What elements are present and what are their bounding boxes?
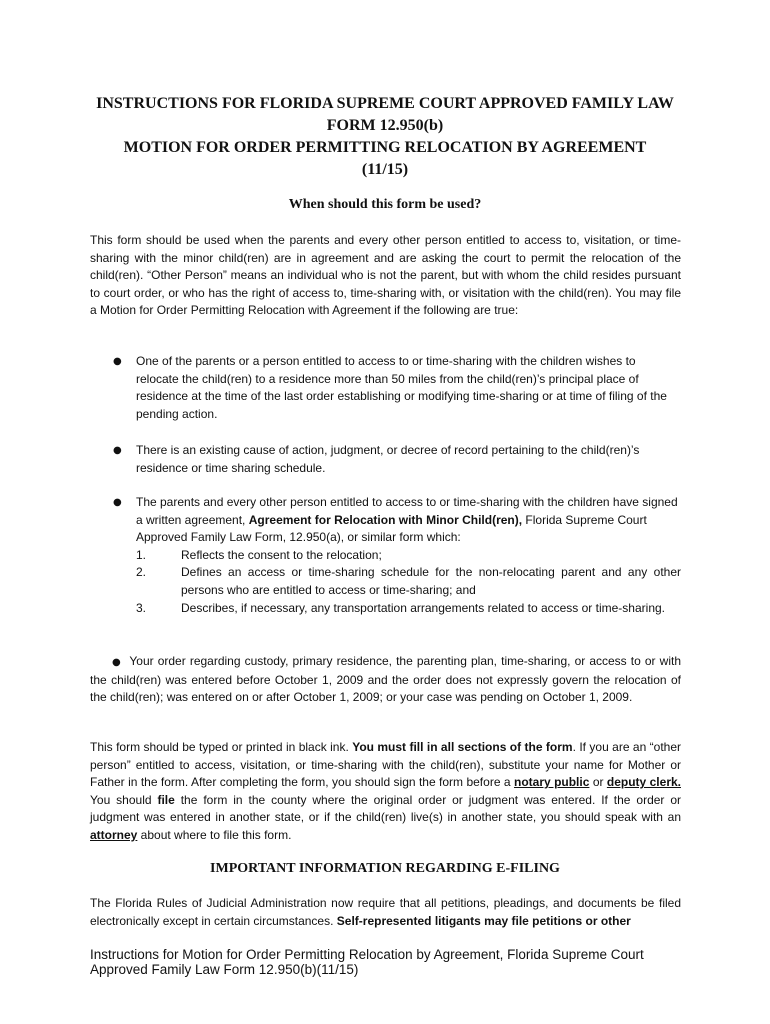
title-line-4: (11/15) bbox=[361, 161, 409, 178]
bullet-item-2: There is an existing cause of action, judgment, or decree of record pertaining to the child(ren)’s residence or time sharing schedule. bbox=[136, 443, 640, 475]
title-line-3: MOTION FOR ORDER PERMITTING RELOCATION BY AGREEMENT bbox=[123, 139, 647, 156]
bullet-marker: ● bbox=[113, 497, 122, 508]
title-line-1: INSTRUCTIONS FOR FLORIDA SUPREME COURT APPROVED FAMILY LAW bbox=[96, 95, 674, 112]
list-number: 3. bbox=[136, 601, 147, 615]
bullet-4-text: Your order regarding custody, primary residence, the parenting plan, time-sharing, or access to or with the child(ren) was entered before October 1, 2009 and the order does not expressly govern the relocation of the child(ren); was entered on or after October 1, 2009; or your case was pending on October 1, 2009. bbox=[90, 654, 681, 705]
efiling-heading: IMPORTANT INFORMATION REGARDING E-FILING bbox=[210, 861, 560, 876]
intro-paragraph: This form should be used when the parents and every other person entitled to access to, visitation, or time-sharing with the minor child(ren) are in agreement and are asking the court to permit the relocation of the child(ren). “Other Person” means an individual who is not the parent, but with whom the child resides pursuant to court order, or who has the right of access to, time-sharing with, or visitation with the child(ren). You may file a Motion for Order Permitting Relocation with Agreement if the following are true: bbox=[90, 233, 681, 318]
list-number: 2. bbox=[136, 565, 147, 579]
instructions-paragraph bbox=[90, 739, 681, 845]
instr-text: the form in the county where the original order or judgment was entered. If the order or judgment was entered in another state, or if the child(ren) live(s) in another state, you should speak with an bbox=[90, 792, 681, 825]
deputy-clerk-link[interactable]: deputy clerk. bbox=[606, 775, 681, 790]
bullet-marker: ● bbox=[113, 356, 122, 367]
list-item: Defines an access or time-sharing schedule for the non-relocating parent and any other persons who are entitled to access or time-sharing; and bbox=[181, 565, 681, 597]
file-term: file bbox=[157, 792, 175, 807]
footer-line-1: Instructions for Motion for Order Permitting Relocation by Agreement, Florida Supreme Court bbox=[90, 947, 644, 962]
instr-text: . If you are an “other person” entitled to access, visitation, or time-sharing with the child(ren), substitute your name for Mother or Father in the form. After completing the form, you should sign the form before a bbox=[90, 740, 682, 790]
bullet-3-text-end: Florida Supreme Court Approved Family Law Form, 12.950(a), or similar form which: bbox=[136, 512, 647, 545]
agreement-form-name: Agreement for Relocation with Minor Child(ren), bbox=[248, 512, 523, 527]
title-line-2: FORM 12.950(b) bbox=[326, 117, 444, 134]
efiling-bold-text: Self-represented litigants may file petitions or other bbox=[336, 913, 631, 928]
instr-text: You should bbox=[90, 792, 158, 807]
list-item: Describes, if necessary, any transportation arrangements related to access or time-sharing. bbox=[181, 601, 665, 615]
efiling-paragraph bbox=[90, 895, 681, 930]
document-title bbox=[90, 93, 680, 181]
instr-text: This form should be typed or printed in black ink. bbox=[90, 740, 353, 754]
efiling-text: The Florida Rules of Judicial Administration now require that all petitions, pleadings, and documents be filed electronically except in certain circumstances. bbox=[90, 896, 681, 928]
list-number: 1. bbox=[136, 548, 147, 562]
bullet-item-3 bbox=[136, 494, 681, 547]
bullet-marker: ● bbox=[113, 445, 122, 456]
instr-text: or bbox=[589, 775, 607, 790]
page-footer bbox=[90, 947, 710, 977]
when-heading: When should this form be used? bbox=[288, 197, 482, 212]
bullet-marker: ● bbox=[112, 657, 130, 668]
bullet-3-text: The parents and every other person entitled to access to or time-sharing with the children have signed a written agreement, bbox=[136, 495, 678, 527]
footer-line-2: Approved Family Law Form 12.950(b)(11/15) bbox=[90, 962, 359, 977]
fill-all-sections-text: You must fill in all sections of the form bbox=[352, 740, 573, 754]
list-item: Reflects the consent to the relocation; bbox=[181, 548, 382, 562]
bullet-item-4 bbox=[90, 653, 681, 707]
instr-text: about where to file this form. bbox=[137, 827, 292, 842]
attorney-link[interactable]: attorney bbox=[90, 827, 138, 842]
notary-public-link[interactable]: notary public bbox=[513, 775, 590, 790]
bullet-item-1: One of the parents or a person entitled to access to or time-sharing with the children wishes to relocate the child(ren) to a residence more than 50 miles from the child(ren)’s principal place of residence at the time of the last order establishing or modifying time-sharing or at time of filing of the pending action. bbox=[136, 354, 667, 421]
